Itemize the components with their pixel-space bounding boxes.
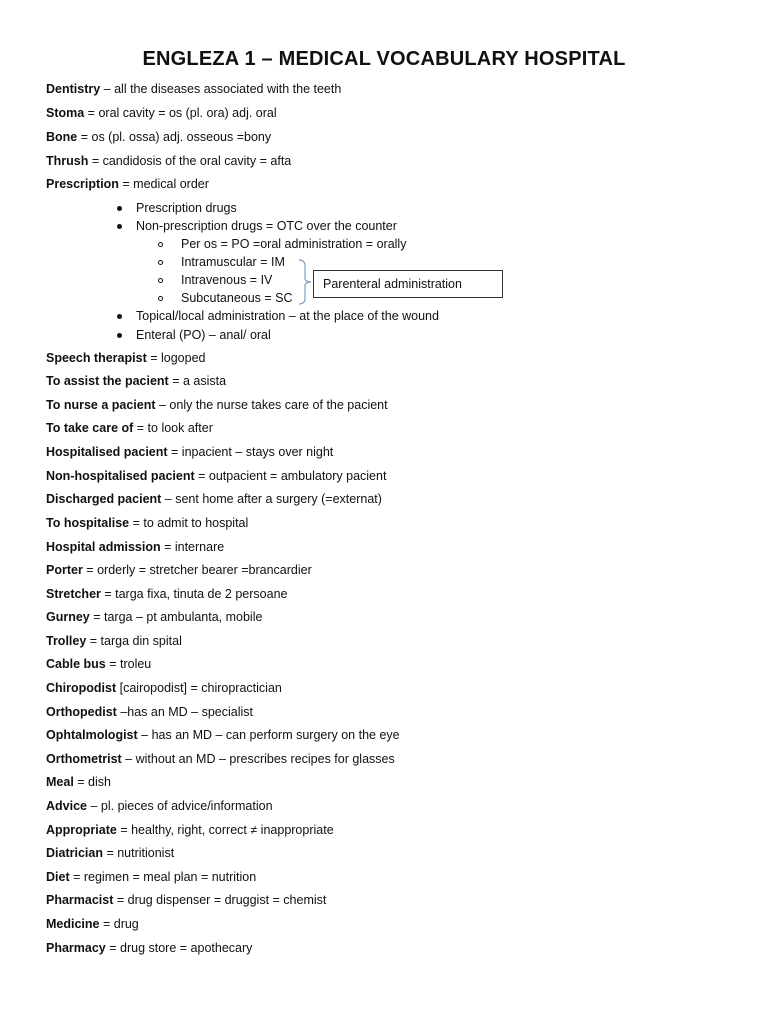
term: Orthometrist [46, 752, 122, 766]
vocab-entry [46, 634, 182, 648]
bullet-item: Prescription drugs [136, 201, 237, 215]
definition: = dish [73, 775, 111, 789]
vocab-entry [46, 681, 282, 695]
term: Discharged pacient [46, 492, 162, 506]
vocab-entry [46, 587, 287, 601]
term: Gurney [46, 610, 90, 624]
term: Appropriate [46, 823, 117, 837]
term: To assist the pacient [46, 374, 169, 388]
term: Medicine [46, 917, 100, 931]
vocab-entry [46, 941, 252, 955]
definition: – all the diseases associated with the teeth [100, 82, 342, 96]
definition: = internare [160, 540, 225, 554]
term: Diet [46, 870, 70, 884]
sub-bullet-item: Subcutaneous = SC [181, 291, 293, 305]
term: Porter [46, 563, 83, 577]
sub-bullet-circle [158, 296, 163, 301]
term: Dentistry [46, 82, 101, 96]
bullet-item: Enteral (PO) – anal/ oral [136, 328, 271, 342]
vocab-entry [46, 610, 262, 624]
term: Pharmacist [46, 893, 114, 907]
vocab-entry [46, 492, 382, 506]
term: Speech therapist [46, 351, 147, 365]
definition: = healthy, right, correct ≠ inappropriate [116, 823, 334, 837]
vocab-entry [46, 657, 151, 671]
term: Chiropodist [46, 681, 117, 695]
definition: – has an MD – can perform surgery on the eye [137, 728, 400, 742]
term: To nurse a pacient [46, 398, 156, 412]
sub-bullet-circle [158, 260, 163, 265]
sub-bullet-item: Intravenous = IV [181, 273, 273, 287]
vocab-entry [46, 106, 277, 120]
sub-bullet-circle [158, 242, 163, 247]
definition: = targa din spital [86, 634, 182, 648]
term: Meal [46, 775, 74, 789]
definition: = to look after [133, 421, 213, 435]
definition: – only the nurse takes care of the pacient [155, 398, 388, 412]
term: To take care of [46, 421, 134, 435]
vocab-entry [46, 563, 312, 577]
vocab-entry [46, 130, 271, 144]
term: Stretcher [46, 587, 101, 601]
term: Trolley [46, 634, 87, 648]
definition: –has an MD – specialist [116, 705, 254, 719]
vocab-entry [46, 752, 395, 766]
bullet-dot [117, 206, 122, 211]
definition: – pl. pieces of advice/information [87, 799, 273, 813]
definition: – without an MD – prescribes recipes for glasses [121, 752, 395, 766]
term: To hospitalise [46, 516, 130, 530]
definition: = troleu [105, 657, 152, 671]
sub-bullet-item: Per os = PO =oral administration = orally [181, 237, 407, 251]
definition: = medical order [118, 177, 209, 191]
term: Non-hospitalised pacient [46, 469, 195, 483]
definition: = orderly = stretcher bearer =brancardier [82, 563, 312, 577]
term: Bone [46, 130, 78, 144]
vocab-entry [46, 421, 213, 435]
vocab-entry [46, 823, 334, 837]
vocab-entry [46, 398, 388, 412]
vocab-entry [46, 917, 139, 931]
definition: = outpacient = ambulatory pacient [194, 469, 387, 483]
definition: = drug [99, 917, 139, 931]
vocab-entry [46, 705, 253, 719]
parenteral-box: Parenteral administration [313, 270, 503, 298]
definition: = logoped [146, 351, 206, 365]
vocab-entry [46, 469, 386, 483]
term: Advice [46, 799, 87, 813]
vocab-entry [46, 799, 273, 813]
term: Ophtalmologist [46, 728, 138, 742]
definition: = oral cavity = os (pl. ora) adj. oral [84, 106, 277, 120]
definition: = drug dispenser = druggist = chemist [113, 893, 327, 907]
bullet-dot [117, 333, 122, 338]
page-title: ENGLEZA 1 – MEDICAL VOCABULARY HOSPITAL [142, 48, 626, 70]
term: Thrush [46, 154, 89, 168]
vocab-entry [46, 445, 333, 459]
sub-bullet-item: Intramuscular = IM [181, 255, 285, 269]
vocab-entry [46, 374, 226, 388]
term: Diatrician [46, 846, 103, 860]
definition: = inpacient – stays over night [167, 445, 334, 459]
vocab-entry [46, 728, 400, 742]
term: Prescription [46, 177, 119, 191]
vocab-entry [46, 177, 209, 191]
vocab-entry [46, 870, 256, 884]
definition: = nutritionist [102, 846, 175, 860]
definition: – sent home after a surgery (=externat) [161, 492, 382, 506]
definition: = candidosis of the oral cavity = afta [88, 154, 292, 168]
term: Cable bus [46, 657, 106, 671]
vocab-entry [46, 893, 326, 907]
definition: = to admit to hospital [129, 516, 249, 530]
vocab-entry [46, 154, 291, 168]
vocab-entry [46, 82, 341, 96]
definition: = targa fixa, tinuta de 2 persoane [100, 587, 288, 601]
definition: = targa – pt ambulanta, mobile [89, 610, 263, 624]
definition: = regimen = meal plan = nutrition [69, 870, 257, 884]
bullet-item: Topical/local administration – at the place of the wound [136, 309, 439, 323]
definition: = os (pl. ossa) adj. osseous =bony [77, 130, 272, 144]
term: Stoma [46, 106, 85, 120]
vocab-entry [46, 516, 248, 530]
vocab-entry [46, 540, 224, 554]
vocab-entry [46, 846, 174, 860]
bullet-dot [117, 224, 122, 229]
definition: [cairopodist] = chiropractician [116, 681, 282, 695]
brace-icon [297, 259, 313, 305]
term: Pharmacy [46, 941, 106, 955]
term: Hospitalised pacient [46, 445, 168, 459]
vocab-entry [46, 775, 111, 789]
bullet-item: Non-prescription drugs = OTC over the counter [136, 219, 397, 233]
bullet-dot [117, 314, 122, 319]
vocab-entry [46, 351, 205, 365]
definition: = a asista [168, 374, 227, 388]
term: Hospital admission [46, 540, 161, 554]
sub-bullet-circle [158, 278, 163, 283]
term: Orthopedist [46, 705, 117, 719]
definition: = drug store = apothecary [105, 941, 253, 955]
